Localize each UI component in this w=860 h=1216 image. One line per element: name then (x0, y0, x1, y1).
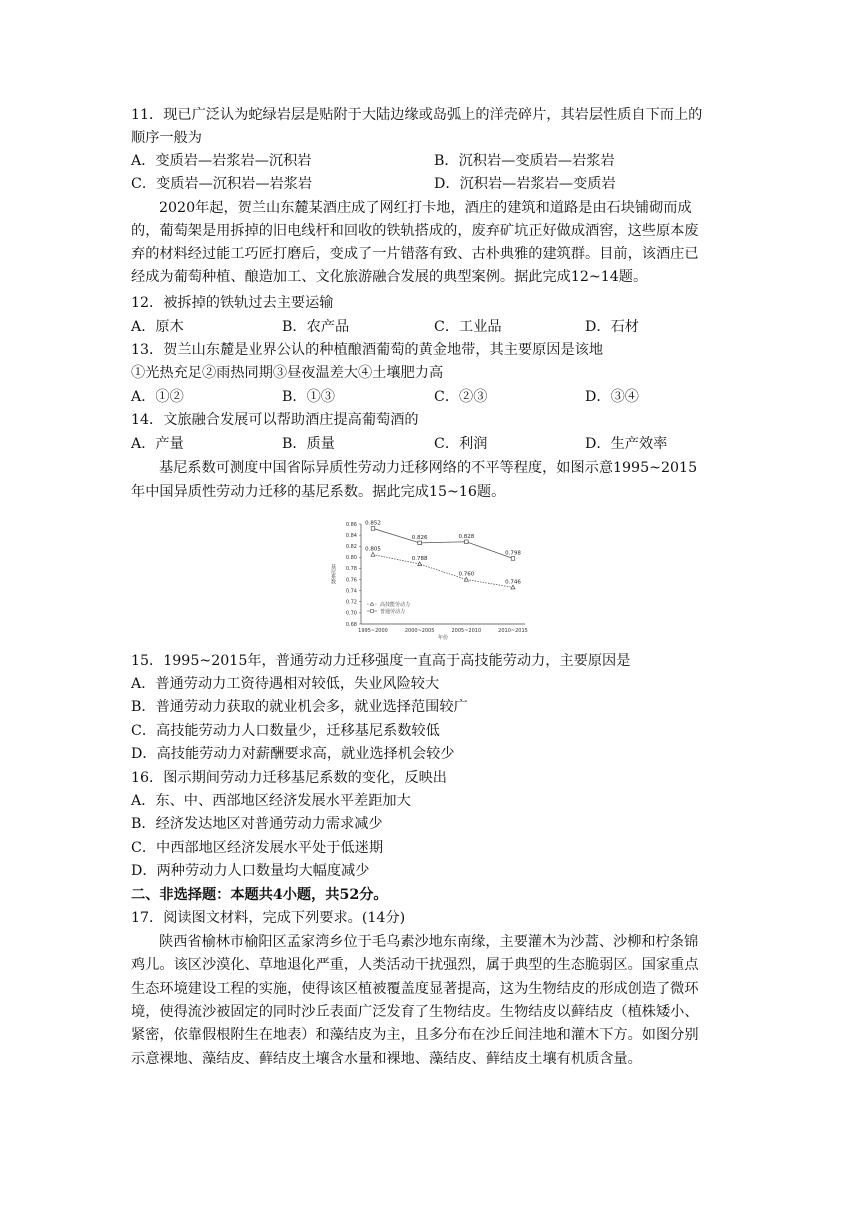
q14-option-d: D．生产效率 (585, 436, 668, 452)
y-tick-label: 0.76 (345, 577, 357, 584)
q17-para-line6: 示意裸地、藻结皮、藓结皮土壤含水量和裸地、藻结皮、藓结皮土壤有机质含量。 (131, 1051, 642, 1067)
q16-option-b: B．经济发达地区对普通劳动力需求减少 (131, 816, 383, 832)
y-tick-label: 0.86 (345, 521, 357, 528)
data-label: 0.760 (458, 571, 475, 578)
q15-option-d: D．高技能劳动力对薪酬要求高，就业选择机会较少 (131, 746, 455, 762)
passage2-line1: 基尼系数可测度中国省际异质性劳动力迁移网络的不平等程度，如图示意1995~2015 (159, 460, 698, 476)
y-tick-label: 0.82 (345, 544, 357, 551)
q11-option-a: A．变质岩—岩浆岩—沉积岩 (131, 153, 312, 169)
passage1-line1: 2020年起，贺兰山东麓某酒庄成了网红打卡地，酒庄的建筑和道路是由石块铺砌而成 (159, 200, 692, 216)
y-tick-label: 0.74 (345, 588, 357, 595)
data-point (511, 585, 515, 589)
data-label: 0.828 (458, 533, 475, 540)
y-tick-label: 0.70 (345, 610, 357, 617)
q12-option-c: C．工业品 (434, 319, 502, 335)
data-label: 0.746 (505, 579, 521, 586)
y-tick-label: 0.72 (345, 599, 357, 606)
chart-svg (327, 516, 533, 640)
data-point (465, 540, 469, 544)
passage2-line2: 年中国异质性劳动力迁移的基尼系数。据此完成15~16题。 (131, 484, 506, 500)
q12-stem: 12．被拆掉的铁轨过去主要运输 (131, 295, 334, 311)
q15-stem: 15．1995~2015年，普通劳动力迁移强度一直高于高技能劳动力，主要原因是 (131, 653, 631, 669)
gini-line-chart (327, 516, 533, 640)
q12-option-b: B．农产品 (282, 319, 350, 335)
passage1-line2: 的，葡萄架是用拆掉的旧电线杆和回收的铁轨搭成的，废弃矿坑正好做成酒窖，这些原本废 (131, 223, 699, 239)
series-line (373, 528, 513, 558)
q11-option-c: C．变质岩—沉积岩—岩浆岩 (131, 176, 313, 192)
q16-stem: 16．图示期间劳动力迁移基尼系数的变化，反映出 (131, 770, 447, 786)
q16-option-d: D．两种劳动力人口数量均大幅度减少 (131, 863, 370, 879)
legend-marker (371, 610, 374, 613)
passage1-line3: 弃的材料经过能工巧匠打磨后，变成了一片错落有致、古朴典雅的建筑群。目前，该酒庄已 (131, 246, 699, 262)
q13-option-c: C．②③ (434, 389, 488, 405)
q17-para-line5: 紧密，依靠假根附生在地表）和藻结皮为主，且多分布在沙丘间洼地和灌木下方。如图分别 (131, 1027, 699, 1043)
x-ticks (358, 628, 528, 634)
q16-option-a: A．东、中、西部地区经济发展水平差距加大 (131, 793, 411, 809)
passage1-line4: 经成为葡萄种植、酿造加工、文化旅游融合发展的典型案例。据此完成12~14题。 (131, 269, 648, 285)
q17-para-line4: 境，使得流沙被固定的同时沙丘表面广泛发育了生物结皮。生物结皮以藓结皮（植株矮小、 (131, 1004, 699, 1020)
x-axis-label: 年份 (437, 635, 449, 640)
data-point (371, 552, 375, 556)
chart-legend (367, 601, 410, 615)
y-tick-label: 0.84 (345, 532, 357, 539)
x-tick-label: 2010~2015 (498, 628, 528, 634)
q11-stem-line1: 11．现已广泛认为蛇绿岩层是贴附于大陆边缘或岛弧上的洋壳碎片，其岩层性质自下而上的 (131, 107, 703, 123)
q14-option-b: B．质量 (282, 436, 335, 452)
q12-option-d: D．石材 (585, 319, 639, 335)
chart-series (365, 520, 521, 588)
data-label: 0.805 (365, 546, 381, 553)
q13-option-a: A．①② (131, 389, 184, 405)
y-tick-label: 0.78 (345, 566, 357, 573)
q17-stem: 17．阅读图文材料，完成下列要求。(14分) (131, 910, 406, 926)
q15-option-b: B．普通劳动力获取的就业机会多，就业选择范围较广 (131, 699, 468, 715)
section2-heading: 二、非选择题：本题共4小题，共52分。 (131, 887, 388, 903)
q13-items: ①光热充足②雨热同期③昼夜温差大④土壤肥力高 (131, 365, 444, 381)
q11-option-d: D．沉积岩—岩浆岩—变质岩 (434, 176, 616, 192)
data-point (371, 527, 375, 531)
y-axis-label: 基尼系数 (330, 564, 336, 584)
y-ticks (346, 522, 361, 628)
q11-option-b: B．沉积岩—变质岩—岩浆岩 (434, 153, 615, 169)
q14-option-a: A．产量 (131, 436, 184, 452)
q17-para-line3: 生态环境建设工程的实施，使得该区植被覆盖度显著提高，这为生物结皮的形成创造了微环 (131, 981, 699, 997)
x-tick-label: 2000~2005 (404, 628, 435, 634)
q15-option-c: C．高技能劳动力人口数量少，迁移基尼系数较低 (131, 723, 440, 739)
q17-para-line1: 陕西省榆林市榆阳区孟家湾乡位于毛乌素沙地东南缘，主要灌木为沙蒿、沙柳和柠条锦 (159, 934, 699, 950)
y-tick-label: 0.80 (345, 555, 357, 562)
q12-option-a: A．原木 (131, 319, 184, 335)
q15-option-a: A．普通劳动力工资待遇相对较低，失业风险较大 (131, 676, 440, 692)
q14-stem: 14．文旅融合发展可以帮助酒庄提高葡萄酒的 (131, 412, 419, 428)
q11-stem-line2: 顺序一般为 (131, 130, 202, 146)
data-point (418, 541, 422, 545)
legend-label: 高技能劳动力 (380, 601, 411, 608)
data-label: 0.798 (505, 550, 521, 557)
series-line (373, 555, 513, 588)
y-tick-label: 0.68 (345, 621, 357, 628)
q16-option-c: C．中西部地区经济发展水平处于低迷期 (131, 840, 384, 856)
q13-option-b: B．①③ (282, 389, 335, 405)
q13-option-d: D．③④ (585, 389, 639, 405)
data-label: 0.852 (365, 520, 381, 527)
x-tick-label: 1995~2000 (358, 628, 388, 634)
x-tick-label: 2005~2010 (451, 628, 482, 634)
data-label: 0.788 (411, 556, 428, 562)
q14-option-c: C．利润 (434, 436, 488, 452)
q17-para-line2: 鸡儿。该区沙漠化、草地退化严重，人类活动干扰强烈，属于典型的生态脆弱区。国家重点 (131, 957, 699, 973)
data-point (511, 557, 515, 561)
legend-label: 普通劳动力 (380, 608, 406, 615)
data-label: 0.826 (411, 534, 428, 541)
q13-stem: 13．贺兰山东麓是业界公认的种植酿酒葡萄的黄金地带，其主要原因是该地 (131, 342, 604, 358)
